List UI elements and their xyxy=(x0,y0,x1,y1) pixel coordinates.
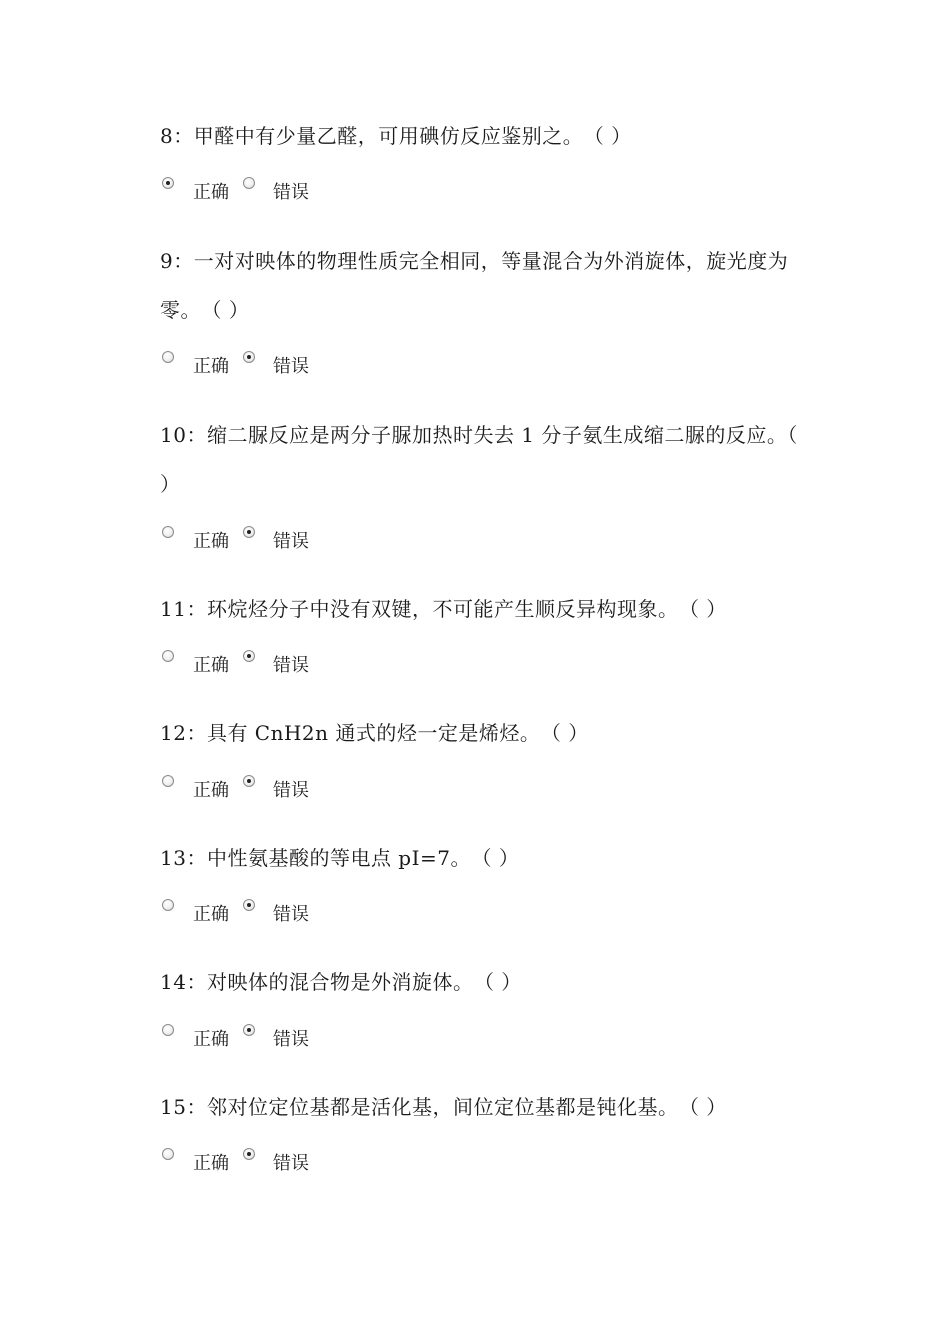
radio-wrong[interactable] xyxy=(243,650,255,662)
question-text: 15：邻对位定位基都是活化基，间位定位基都是钝化基。 （ ） xyxy=(160,1095,727,1119)
radio-wrong[interactable] xyxy=(243,1148,255,1160)
radio-correct[interactable] xyxy=(162,1024,174,1036)
radio-correct[interactable] xyxy=(162,526,174,538)
option-label-correct: 正确 xyxy=(193,780,229,801)
question-text: 8：甲醛中有少量乙醛，可用碘仿反应鉴别之。 （ ） xyxy=(160,124,632,148)
radio-wrong[interactable] xyxy=(243,1024,255,1036)
radio-correct[interactable] xyxy=(162,1148,174,1160)
option-label-wrong: 错误 xyxy=(273,655,309,676)
option-label-correct: 正确 xyxy=(193,904,229,925)
radio-wrong[interactable] xyxy=(243,526,255,538)
option-label-correct: 正确 xyxy=(193,531,229,552)
option-label-wrong: 错误 xyxy=(273,1153,309,1174)
radio-wrong[interactable] xyxy=(243,899,255,911)
radio-correct[interactable] xyxy=(162,351,174,363)
radio-wrong[interactable] xyxy=(243,775,255,787)
question-text: 9：一对对映体的物理性质完全相同，等量混合为外消旋体，旋光度为零。 （ ） xyxy=(160,249,789,322)
radio-correct[interactable] xyxy=(162,650,174,662)
radio-correct[interactable] xyxy=(162,177,174,189)
option-label-correct: 正确 xyxy=(193,356,229,377)
option-label-correct: 正确 xyxy=(193,1153,229,1174)
radio-wrong[interactable] xyxy=(243,351,255,363)
option-label-wrong: 错误 xyxy=(273,531,309,552)
option-label-wrong: 错误 xyxy=(273,904,309,925)
radio-wrong[interactable] xyxy=(243,177,255,189)
option-label-correct: 正确 xyxy=(193,655,229,676)
option-label-wrong: 错误 xyxy=(273,356,309,377)
option-label-correct: 正确 xyxy=(193,182,229,203)
question-text: 11：环烷烃分子中没有双键，不可能产生顺反异构现象。 （ ） xyxy=(160,597,727,621)
question-text: 14：对映体的混合物是外消旋体。 （ ） xyxy=(160,970,522,994)
option-label-wrong: 错误 xyxy=(273,1029,309,1050)
option-label-wrong: 错误 xyxy=(273,780,309,801)
radio-correct[interactable] xyxy=(162,899,174,911)
option-label-wrong: 错误 xyxy=(273,182,309,203)
option-label-correct: 正确 xyxy=(193,1029,229,1050)
radio-correct[interactable] xyxy=(162,775,174,787)
question-text: 12：具有 CnH2n 通式的烃一定是烯烃。 （ ） xyxy=(160,721,589,745)
question-text: 10：缩二脲反应是两分子脲加热时失去 1 分子氨生成缩二脲的反应。（ ） xyxy=(160,423,798,496)
question-text: 13：中性氨基酸的等电点 pI=7。 （ ） xyxy=(160,846,520,870)
